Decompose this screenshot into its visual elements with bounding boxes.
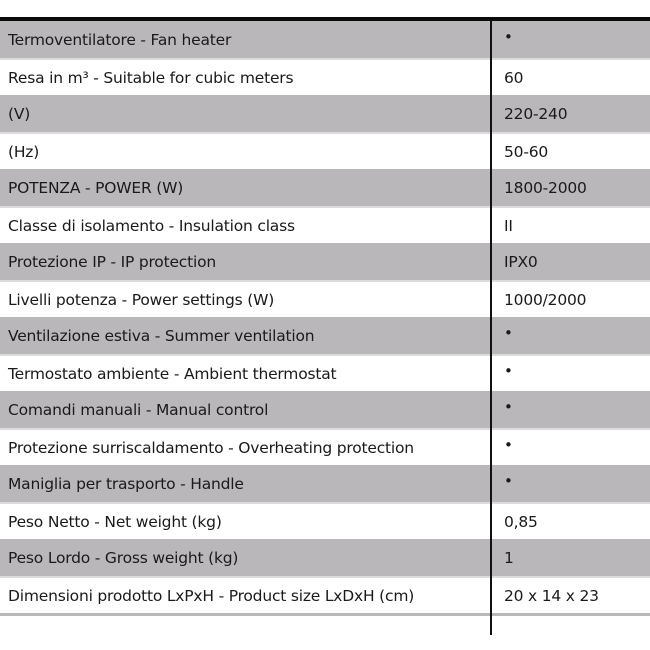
spec-label: Classe di isolamento - Insulation class [8, 216, 295, 235]
bullet-icon: • [504, 397, 513, 416]
spec-label: Termostato ambiente - Ambient thermostat [8, 364, 337, 383]
column-divider [490, 21, 492, 635]
table-row [0, 206, 650, 243]
bullet-icon: • [504, 435, 513, 454]
spec-label: Protezione surriscaldamento - Overheating protection [8, 438, 414, 457]
spec-value: 1 [504, 548, 514, 567]
spec-label: Termoventilatore - Fan heater [8, 30, 232, 49]
table-row [0, 58, 650, 95]
spec-value: II [504, 216, 513, 235]
spec-value: 1800-2000 [504, 178, 587, 197]
spec-label: Peso Netto - Net weight (kg) [8, 512, 222, 531]
spec-label: POTENZA - POWER (W) [8, 178, 184, 197]
table-row [0, 539, 650, 576]
bullet-icon: • [504, 471, 513, 490]
table-row [0, 243, 650, 280]
table-row [0, 428, 650, 465]
spec-value: 50-60 [504, 142, 549, 161]
spec-value: 0,85 [504, 512, 538, 531]
bullet-icon: • [504, 361, 513, 380]
spec-rows [0, 21, 650, 613]
spec-value: 20 x 14 x 23 [504, 586, 599, 605]
spec-label: Resa in m³ - Suitable for cubic meters [8, 68, 294, 87]
spec-label: Dimensioni prodotto LxPxH - Product size LxDxH (cm) [8, 586, 415, 605]
spec-label: Comandi manuali - Manual control [8, 400, 269, 419]
table-row [0, 576, 650, 613]
table-row [0, 465, 650, 502]
spec-value: 220-240 [504, 104, 568, 123]
table-row [0, 21, 650, 58]
table-row [0, 502, 650, 539]
table-row [0, 280, 650, 317]
bullet-icon: • [504, 27, 513, 46]
spec-table [0, 17, 650, 616]
table-row [0, 132, 650, 169]
spec-value: 1000/2000 [504, 290, 587, 309]
spec-value: 60 [504, 68, 524, 87]
spec-label: Protezione IP - IP protection [8, 252, 217, 271]
spec-label: Peso Lordo - Gross weight (kg) [8, 548, 239, 567]
spec-label: Livelli potenza - Power settings (W) [8, 290, 275, 309]
bottom-rule [0, 613, 650, 616]
spec-label: Ventilazione estiva - Summer ventilation [8, 326, 315, 345]
spec-label: Maniglia per trasporto - Handle [8, 474, 244, 493]
spec-value: IPX0 [504, 252, 538, 271]
spec-label: (V) [8, 104, 31, 123]
table-row [0, 95, 650, 132]
table-row [0, 391, 650, 428]
spec-label: (Hz) [8, 142, 40, 161]
table-row [0, 317, 650, 354]
table-row [0, 354, 650, 391]
table-row [0, 169, 650, 206]
bullet-icon: • [504, 323, 513, 342]
